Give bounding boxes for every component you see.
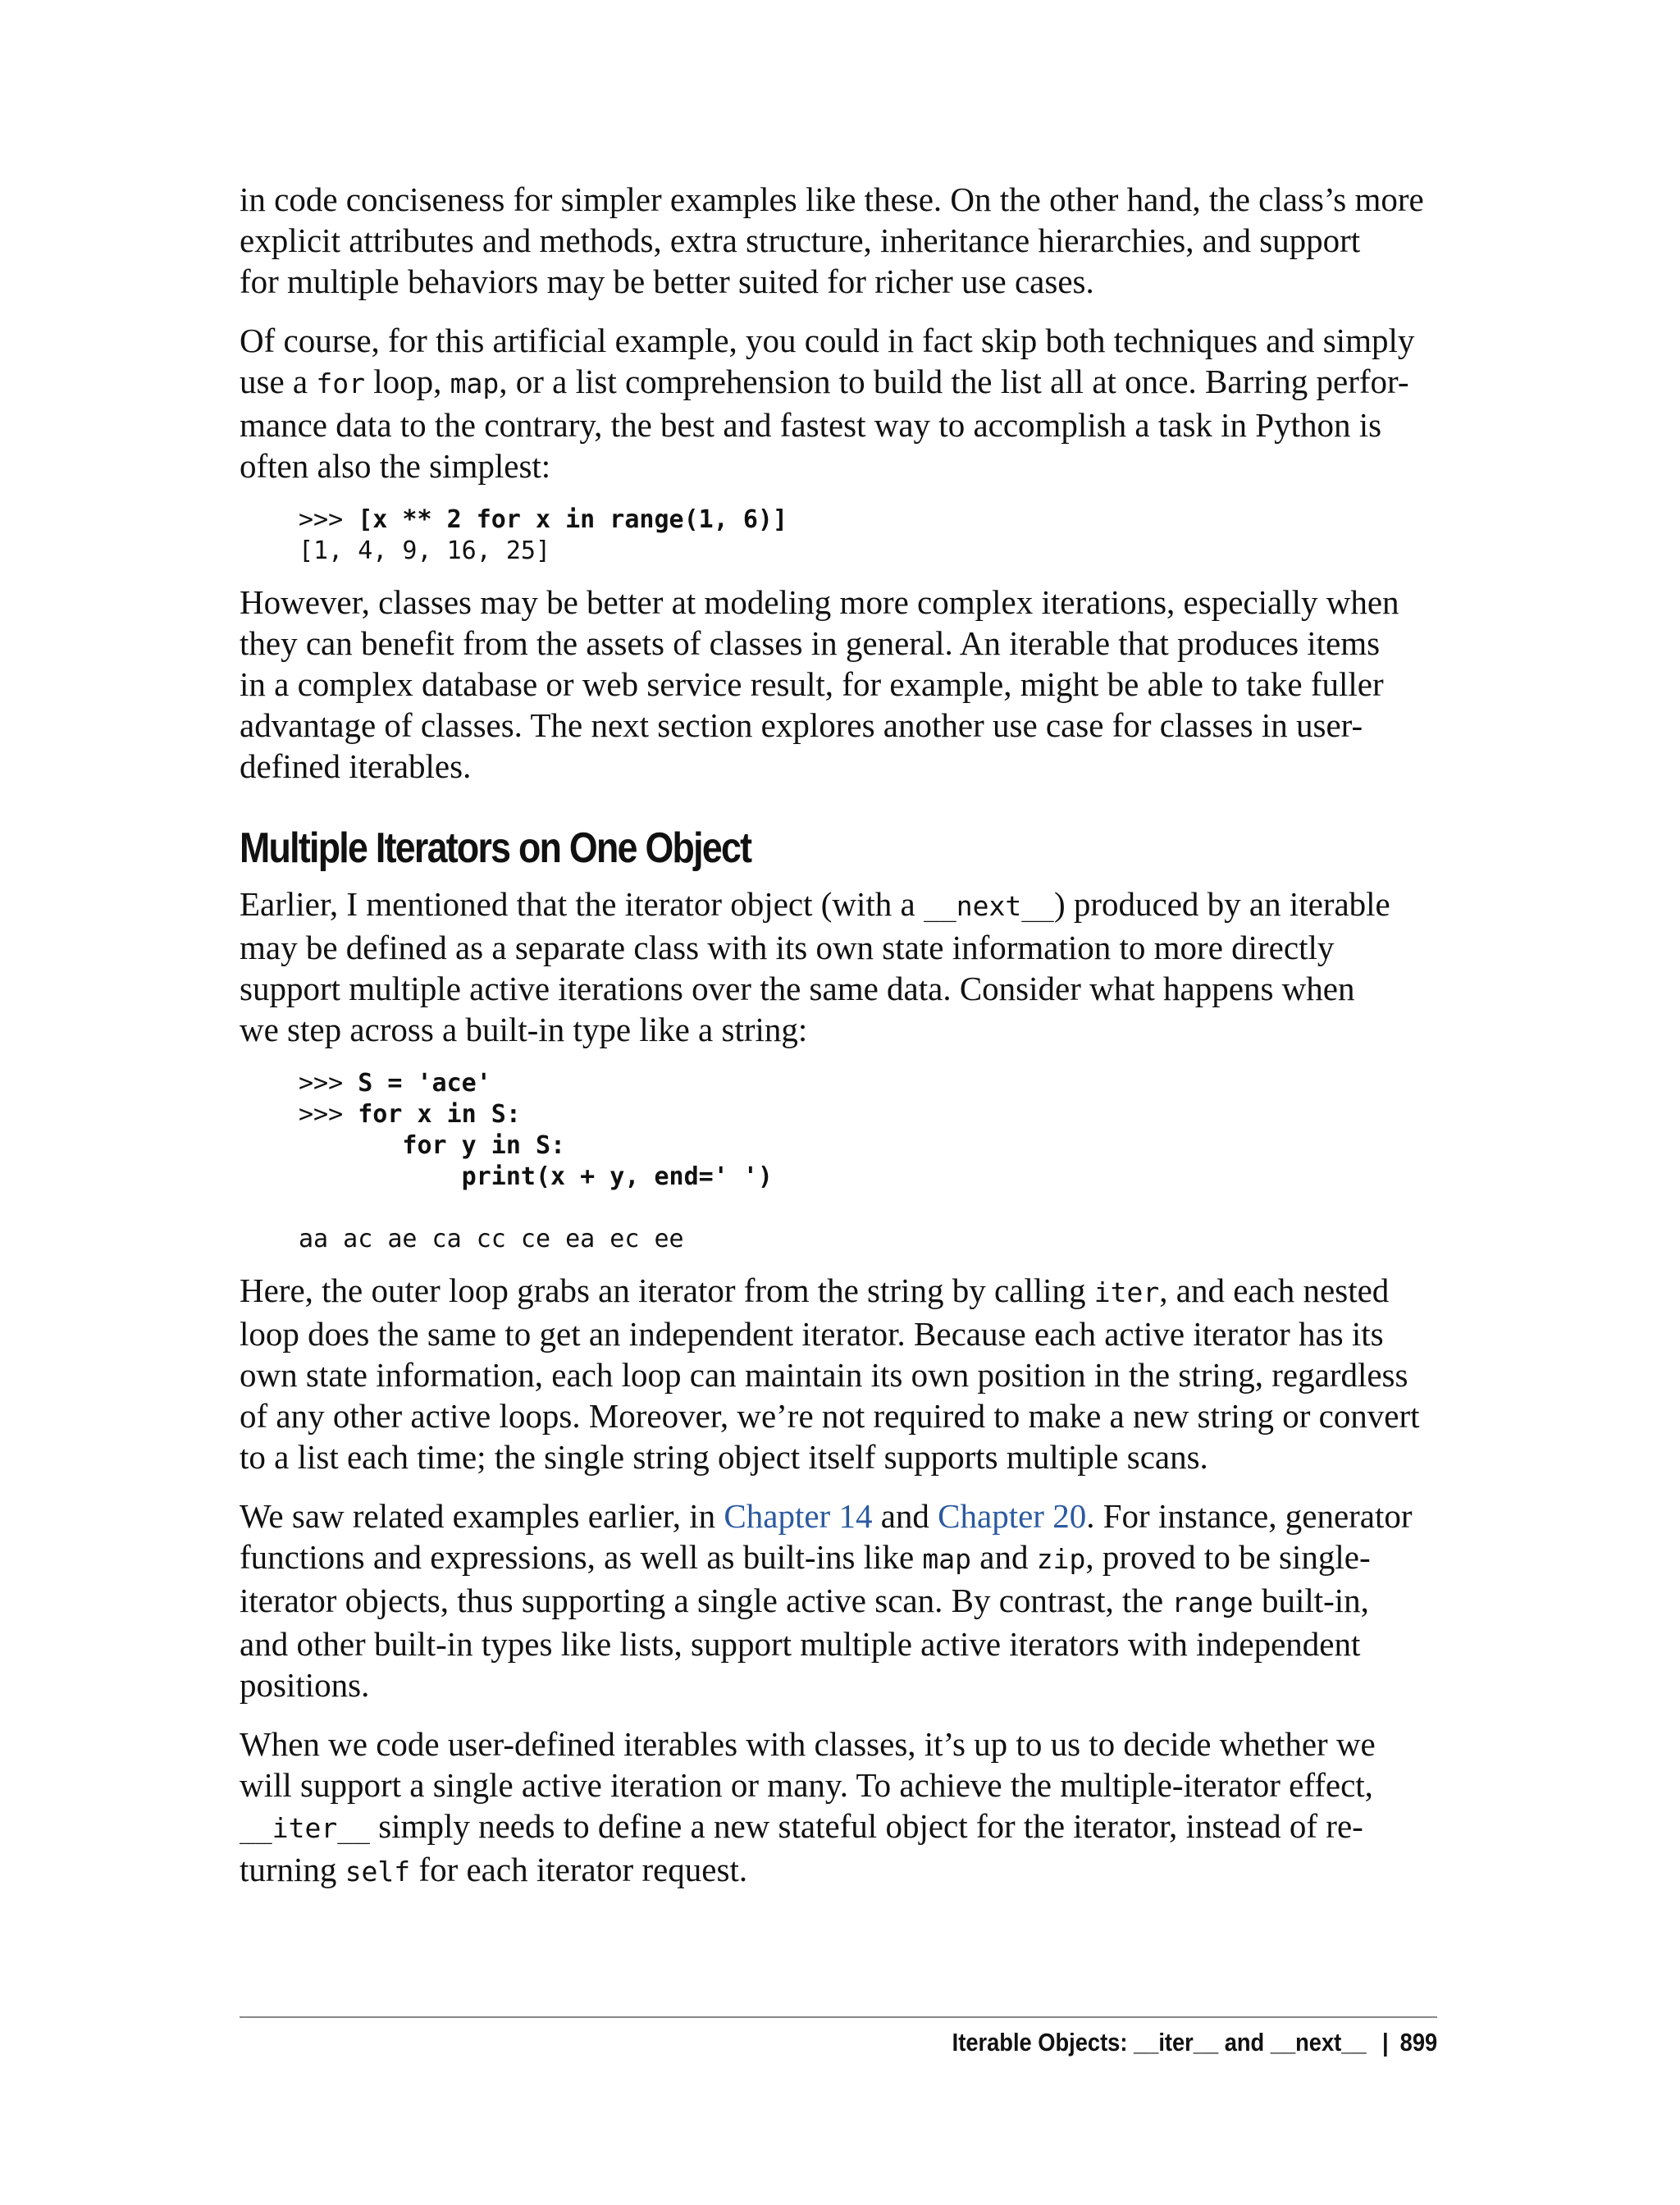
footer-separator: | [1381,2028,1389,2057]
text-line [240,883,1437,927]
text-fragment: iterator objects, thus supporting a single active scan. By contrast, the [240,1582,1172,1619]
paragraph-class-conciseness [240,179,1437,302]
text-fragment: loop, [364,363,450,400]
text-line: advantage of classes. The next section explores another use case for classes in user- [240,706,1363,744]
inline-code: iter [1093,1276,1160,1308]
text-fragment: and [872,1497,938,1535]
code-input: for x in S: [358,1100,521,1129]
text-line [240,1270,1437,1313]
code-input: for y in S: [299,1131,566,1160]
text-fragment: , or a list comprehension to build the list all at once. Barring perfor- [499,363,1409,400]
text-line: we step across a built-in type like a string: [240,1011,808,1048]
text-line: for multiple behaviors may be better suited for richer use cases. [240,262,1094,300]
inline-code: map [922,1543,972,1575]
text-line: When we code user-defined iterables with classes, it’s up to us to decide whether we [240,1725,1376,1763]
text-line [240,361,1437,404]
text-line: However, classes may be better at modeling more complex iterations, especially when [240,583,1399,621]
text-fragment: Earlier, I mentioned that the iterator object (with a [240,885,924,923]
text-line: to a list each time; the single string object itself supports multiple scans. [240,1438,1208,1476]
text-fragment: for each iterator request. [410,1851,748,1888]
text-fragment: ) produced by an iterable [1053,885,1390,923]
text-line: support multiple active iterations over the same data. Consider what happens when [240,970,1355,1007]
text-line: and other built-in types like lists, support multiple active iterators with independent [240,1625,1361,1663]
code-prompt: >>> [299,1100,358,1129]
text-fragment: simply needs to define a new stateful object for the iterator, instead of re- [369,1807,1363,1845]
text-line: of any other active loops. Moreover, we’re not required to make a new string or convert [240,1397,1420,1435]
inline-code: range [1171,1586,1253,1618]
text-fragment: functions and expressions, as well as built-ins like [240,1538,923,1576]
text-line [240,1849,1437,1892]
text-line: explicit attributes and methods, extra structure, inheritance hierarchies, and support [240,221,1361,259]
inline-code: __next__ [923,890,1054,922]
paragraph-separate-iterator [240,883,1437,1050]
text-line: they can benefit from the assets of classes in general. An iterable that produces items [240,624,1381,662]
text-fragment: , and each nested [1159,1271,1390,1309]
code-output: [1, 4, 9, 16, 25] [299,536,551,565]
page-number: 899 [1399,2028,1437,2057]
running-title: Iterable Objects: __iter__ and __next__ [952,2028,1367,2057]
paragraph-outer-loop [240,1270,1437,1477]
code-block-nested-loops [299,1068,1437,1255]
text-line: loop does the same to get an independent iterator. Because each active iterator has its [240,1315,1384,1353]
inline-code: self [345,1856,411,1888]
text-line: defined iterables. [240,747,472,785]
text-line: may be defined as a separate class with its own state information to more directly [240,929,1335,966]
code-input: print(x + y, end=' ') [299,1162,773,1191]
code-prompt: >>> [299,1069,358,1098]
page-footer [952,2026,1437,2059]
code-input: S = 'ace' [358,1069,491,1098]
page-content [240,179,1437,1911]
text-fragment: and [971,1538,1037,1576]
text-fragment: . For instance, generator [1086,1497,1413,1535]
inline-code: for [316,368,365,399]
text-fragment: use a [240,363,317,400]
code-input: [x ** 2 for x in range(1, 6)] [358,505,788,534]
text-line: mance data to the contrary, the best and fastest way to accomplish a task in Python is [240,406,1382,444]
paragraph-user-defined-iterables [240,1723,1437,1892]
section-heading: Multiple Iterators on One Object [240,824,751,872]
text-line: own state information, each loop can maintain its own position in the string, regardless [240,1356,1408,1394]
footer-divider [240,2016,1437,2018]
chapter-14-link[interactable]: Chapter 14 [724,1497,873,1535]
text-fragment: , proved to be single- [1085,1538,1371,1576]
inline-code: map [450,368,500,399]
text-line: in a complex database or web service result, for example, might be able to take fuller [240,665,1384,703]
paragraph-related-examples [240,1495,1437,1705]
text-line [240,1536,1437,1580]
inline-code: zip [1036,1543,1086,1575]
code-block-list-comprehension [299,504,1437,567]
chapter-20-link[interactable]: Chapter 20 [938,1497,1087,1535]
text-line: positions. [240,1666,370,1704]
text-line [240,1806,1437,1849]
code-prompt: >>> [299,505,358,534]
text-fragment: turning [240,1851,345,1888]
text-fragment: Here, the outer loop grabs an iterator from the string by calling [240,1271,1094,1309]
code-output: aa ac ae ca cc ce ea ec ee [299,1225,684,1253]
paragraph-classes-better [240,582,1437,787]
text-line [240,1495,1437,1536]
text-line: often also the simplest: [240,447,551,485]
text-line [240,1580,1437,1623]
text-line: Of course, for this artificial example, you could in fact skip both techniques and simply [240,322,1415,359]
paragraph-artificial-example [240,320,1437,486]
text-line: in code conciseness for simpler examples like these. On the other hand, the class’s more [240,180,1424,218]
inline-code: __iter__ [240,1812,370,1844]
text-fragment: We saw related examples earlier, in [240,1497,724,1535]
text-fragment: built-in, [1253,1582,1369,1619]
text-line: will support a single active iteration or many. To achieve the multiple-iterator effect, [240,1766,1373,1804]
